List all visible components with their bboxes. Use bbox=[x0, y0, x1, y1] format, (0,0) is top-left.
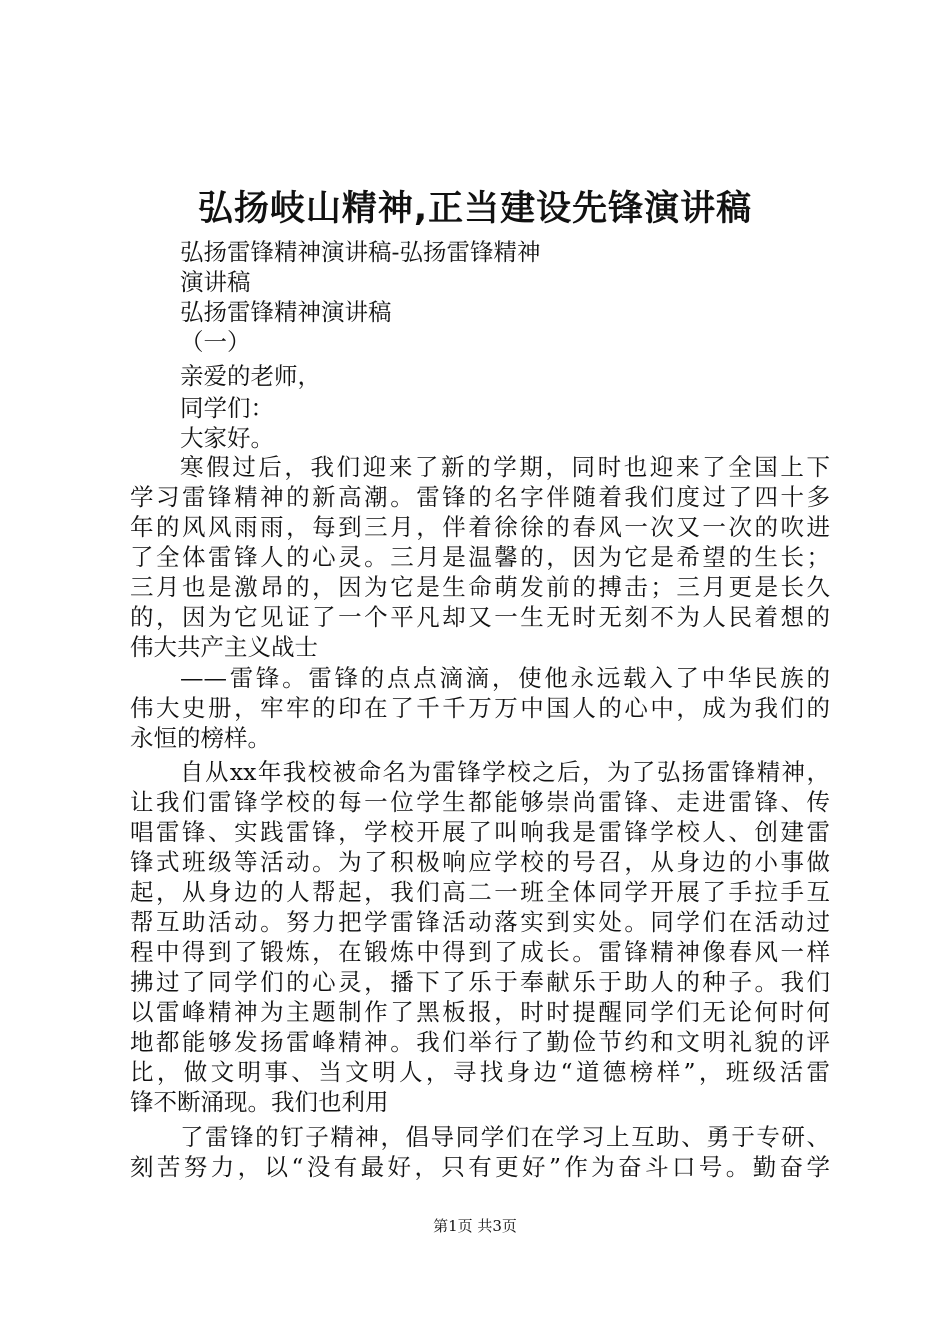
paragraph-line: 地都能够发扬雷峰精神。我们举行了勤俭节约和文明礼貌的评 bbox=[130, 1028, 830, 1056]
subtitle-line: 弘扬雷锋精神演讲稿 bbox=[180, 298, 392, 326]
paragraph-line: 寒假过后，我们迎来了新的学期，同时也迎来了全国上下 bbox=[180, 453, 830, 481]
paragraph-line: 锋不断涌现。我们也利用 bbox=[130, 1088, 389, 1116]
paragraph-line: 起，从身边的人帮起，我们高二一班全体同学开展了手拉手互 bbox=[130, 878, 830, 906]
paragraph-line: 永恒的榜样。 bbox=[130, 724, 271, 752]
greeting-line: 大家好。 bbox=[180, 424, 274, 452]
paragraph-line: 帮互助活动。努力把学雷锋活动落实到实处。同学们在活动过 bbox=[130, 908, 830, 936]
paragraph-line: 了全体雷锋人的心灵。三月是温馨的，因为它是希望的生长； bbox=[130, 543, 830, 571]
subtitle-line: 弘扬雷锋精神演讲稿-弘扬雷锋精神 bbox=[180, 238, 541, 266]
paragraph-line: 比，做文明事、当文明人，寻找身边“道德榜样”，班级活雷 bbox=[130, 1058, 830, 1086]
paragraph-line: 刻苦努力，以“没有最好，只有更好”作为奋斗口号。勤奋学 bbox=[130, 1153, 830, 1181]
paragraph-line: 以雷峰精神为主题制作了黑板报，时时提醒同学们无论何时何 bbox=[130, 998, 830, 1026]
document-title: 弘扬岐山精神,正当建设先锋演讲稿 bbox=[197, 189, 753, 229]
paragraph-line: 伟大共产主义战士 bbox=[130, 633, 318, 661]
paragraph-line: 的，因为它见证了一个平凡却又一生无时无刻不为人民着想的 bbox=[130, 603, 830, 631]
paragraph-line: 伟大史册，牢牢的印在了千千万万中国人的心中，成为我们的 bbox=[130, 694, 830, 722]
salutation-line: 亲爱的老师， bbox=[180, 362, 321, 390]
paragraph-line: 唱雷锋、实践雷锋，学校开展了叫响我是雷锋学校人、创建雷 bbox=[130, 818, 830, 846]
paragraph-line: 三月也是激昂的，因为它是生命萌发前的搏击；三月更是长久 bbox=[130, 573, 830, 601]
paragraph-line: ——雷锋。雷锋的点点滴滴，使他永远载入了中华民族的 bbox=[180, 664, 830, 692]
page-footer: 第1页 共3页 bbox=[433, 1217, 517, 1235]
paragraph-line: 程中得到了锻炼，在锻炼中得到了成长。雷锋精神像春风一样 bbox=[130, 938, 830, 966]
paragraph-line: 学习雷锋精神的新高潮。雷锋的名字伴随着我们度过了四十多 bbox=[130, 483, 830, 511]
subtitle-line: 演讲稿 bbox=[180, 268, 251, 296]
paragraph-line: 锋式班级等活动。为了积极响应学校的号召，从身边的小事做 bbox=[130, 848, 830, 876]
paragraph-line: 自从xx年我校被命名为雷锋学校之后，为了弘扬雷锋精神， bbox=[180, 758, 830, 786]
salutation-line: 同学们： bbox=[180, 394, 274, 422]
paragraph-line: 让我们雷锋学校的每一位学生都能够崇尚雷锋、走进雷锋、传 bbox=[130, 788, 830, 816]
paragraph-line: 年的风风雨雨，每到三月，伴着徐徐的春风一次又一次的吹进 bbox=[130, 513, 830, 541]
paragraph-line: 了雷锋的钉子精神，倡导同学们在学习上互助、勇于专研、 bbox=[180, 1123, 830, 1151]
section-number: （一） bbox=[180, 328, 251, 356]
paragraph-line: 拂过了同学们的心灵，播下了乐于奉献乐于助人的种子。我们 bbox=[130, 968, 830, 996]
